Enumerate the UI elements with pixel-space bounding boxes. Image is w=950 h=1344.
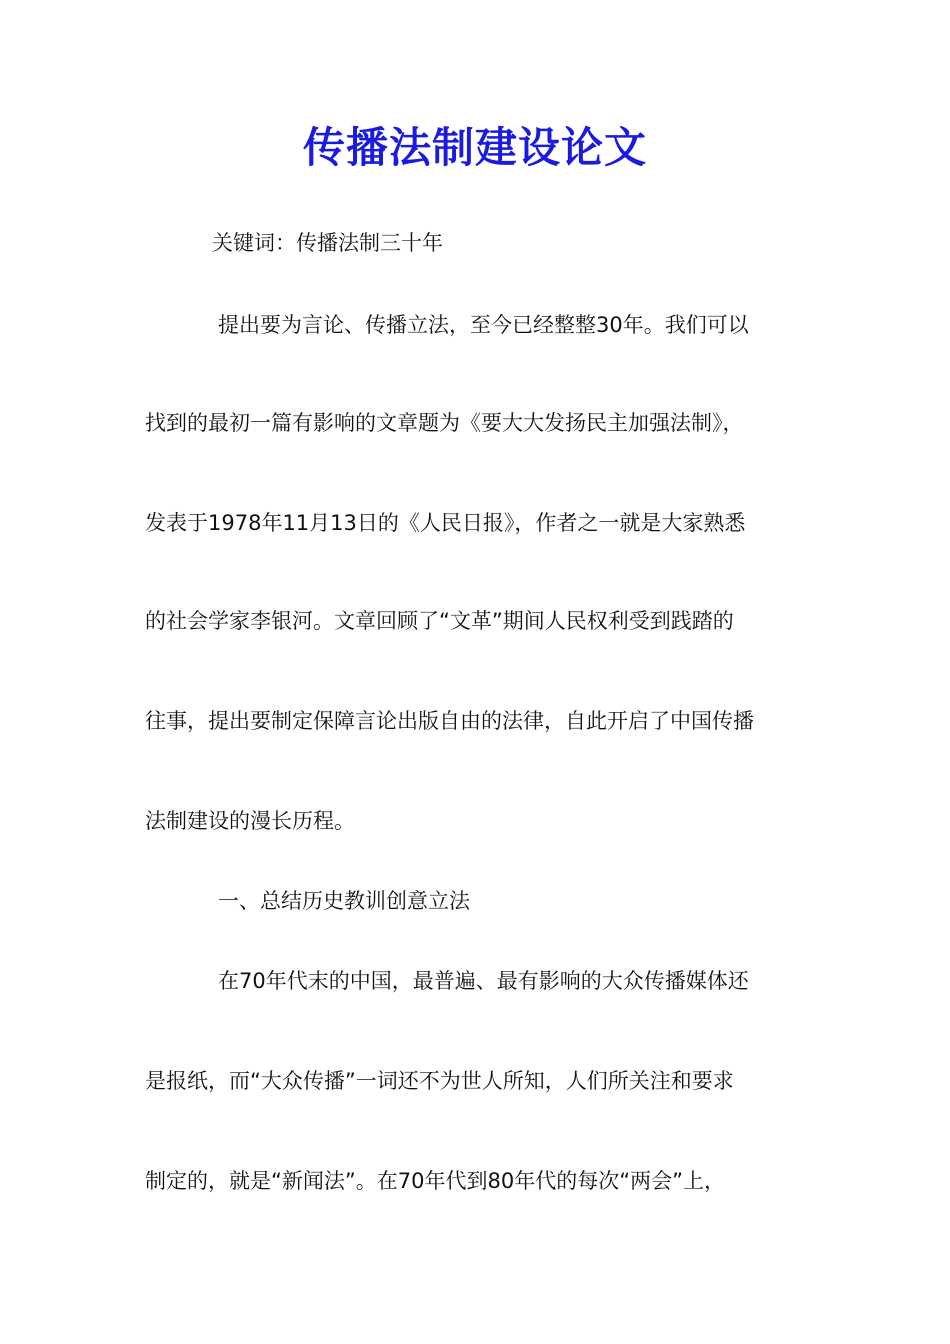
section-heading: 一、总结历史教训创意立法 xyxy=(218,889,470,913)
paragraph-line: 往事，提出要制定保障言论出版自由的法律，自此开启了中国传播 xyxy=(145,709,754,733)
paragraph-line: 是报纸，而“大众传播”一词还不为世人所知，人们所关注和要求 xyxy=(145,1069,734,1093)
paragraph-line: 提出要为言论、传播立法，至今已经整整30年。我们可以 xyxy=(218,313,749,337)
paragraph-line: 找到的最初一篇有影响的文章题为《要大大发扬民主加强法制》， xyxy=(145,411,744,435)
paragraph-line: 的社会学家李银河。文章回顾了“文革”期间人民权利受到践踏的 xyxy=(145,609,734,633)
paragraph-line: 法制建设的漫长历程。 xyxy=(145,809,355,833)
document-title: 传播法制建设论文 xyxy=(302,123,647,172)
paragraph-line: 在70年代末的中国，最普遍、最有影响的大众传播媒体还 xyxy=(218,969,749,993)
paragraph-line: 发表于1978年11月13日的《人民日报》，作者之一就是大家熟悉 xyxy=(145,511,746,535)
keywords-line: 关键词：传播法制三十年 xyxy=(212,231,443,255)
paragraph-line: 制定的，就是“新闻法”。在70年代到80年代的每次“两会”上， xyxy=(145,1169,725,1193)
